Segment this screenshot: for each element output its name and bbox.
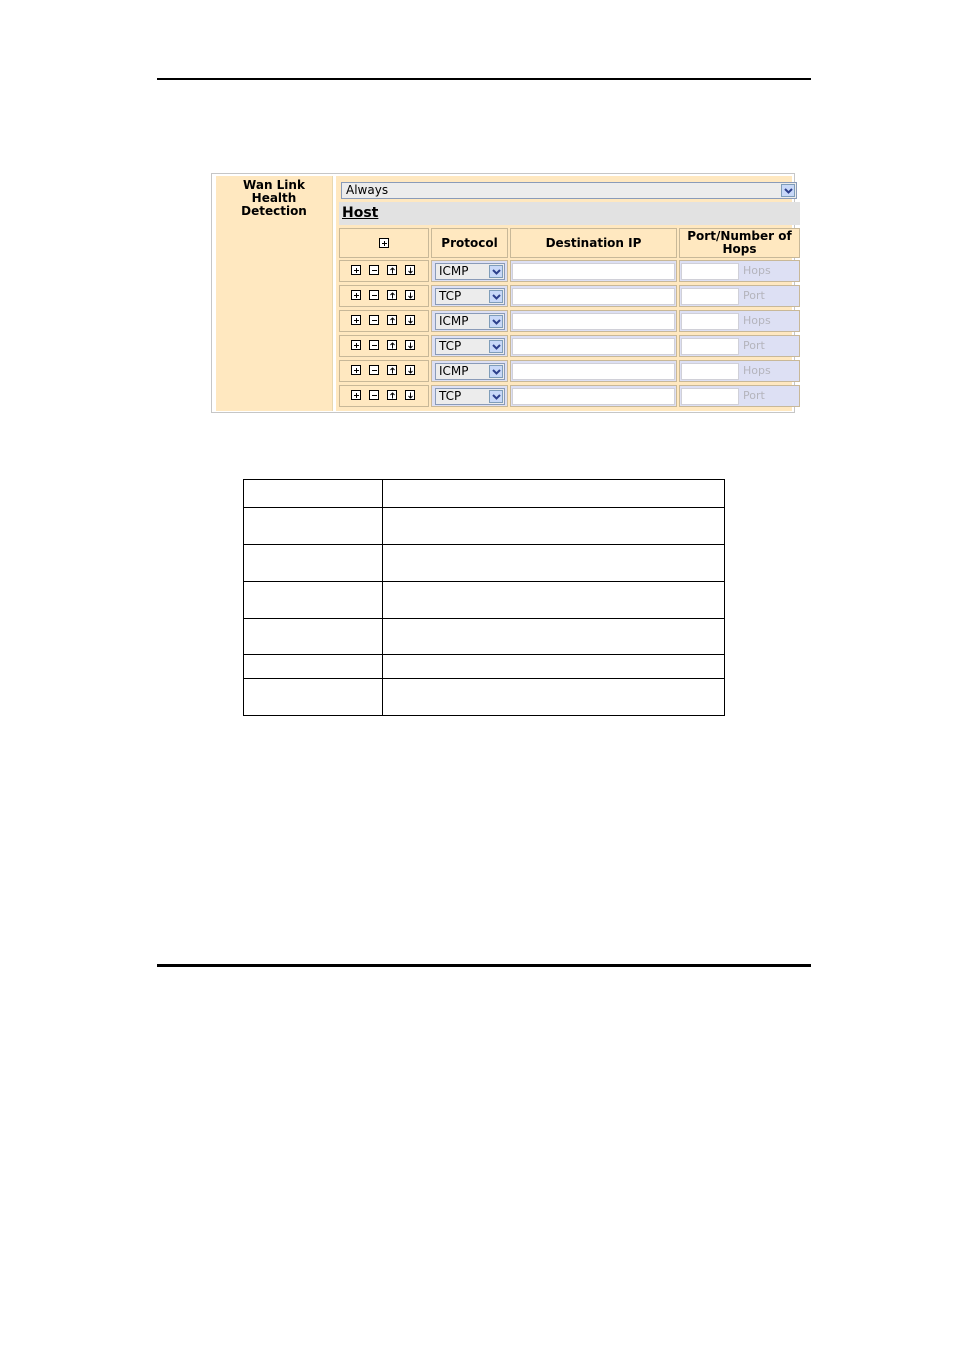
port-hops-input[interactable]	[681, 313, 739, 330]
top-rule	[157, 78, 811, 80]
add-icon[interactable]	[351, 290, 361, 300]
add-icon[interactable]	[351, 365, 361, 375]
row-protocol-cell	[431, 260, 508, 282]
bottom-rule	[157, 964, 811, 967]
protocol-value: ICMP	[439, 314, 469, 328]
port-hops-input[interactable]	[681, 388, 739, 405]
field-label-line: Health	[251, 191, 297, 205]
destination-ip-input[interactable]	[512, 313, 675, 330]
move-up-icon[interactable]	[387, 365, 397, 375]
remove-icon[interactable]	[369, 390, 379, 400]
table-row	[244, 480, 725, 508]
header-port-hops	[679, 228, 800, 258]
remove-icon[interactable]	[369, 365, 379, 375]
destination-ip-input[interactable]	[512, 288, 675, 305]
chevron-down-icon[interactable]	[489, 265, 503, 278]
port-hops-label: Hops	[743, 314, 771, 327]
remove-icon[interactable]	[369, 340, 379, 350]
row-destination-cell	[510, 335, 677, 357]
row-port-cell	[679, 335, 800, 357]
header-port-hops-line: Hops	[722, 242, 757, 256]
table-cell	[244, 480, 383, 508]
table-cell	[383, 480, 725, 508]
row-protocol-cell	[431, 335, 508, 357]
remove-icon[interactable]	[369, 265, 379, 275]
field-label	[216, 179, 332, 218]
port-hops-input[interactable]	[681, 263, 739, 280]
field-content-cell	[336, 176, 792, 411]
table-cell	[383, 679, 725, 716]
chevron-down-icon[interactable]	[489, 315, 503, 328]
move-down-icon[interactable]	[405, 365, 415, 375]
destination-ip-input[interactable]	[512, 338, 675, 355]
move-up-icon[interactable]	[387, 265, 397, 275]
remove-icon[interactable]	[369, 290, 379, 300]
move-up-icon[interactable]	[387, 340, 397, 350]
move-down-icon[interactable]	[405, 390, 415, 400]
detection-mode-select[interactable]	[341, 182, 797, 199]
row-actions	[339, 260, 429, 282]
add-icon[interactable]	[351, 315, 361, 325]
table-row	[244, 619, 725, 655]
port-hops-input[interactable]	[681, 338, 739, 355]
table-row	[244, 679, 725, 716]
row-destination-cell	[510, 360, 677, 382]
table-cell	[383, 545, 725, 582]
header-protocol: Protocol	[431, 228, 508, 258]
field-label-line: Detection	[241, 204, 307, 218]
table-cell	[244, 619, 383, 655]
protocol-value: TCP	[439, 389, 462, 403]
row-port-cell	[679, 260, 800, 282]
move-up-icon[interactable]	[387, 390, 397, 400]
row-actions	[339, 285, 429, 307]
chevron-down-icon[interactable]	[489, 340, 503, 353]
protocol-select[interactable]	[435, 388, 505, 405]
add-icon[interactable]	[351, 265, 361, 275]
row-actions	[339, 310, 429, 332]
header-destination-ip: Destination IP	[510, 228, 677, 258]
port-hops-label: Port	[743, 389, 765, 402]
port-hops-label: Port	[743, 289, 765, 302]
destination-ip-input[interactable]	[512, 363, 675, 380]
table-cell	[383, 655, 725, 679]
table-row	[244, 545, 725, 582]
header-port-hops-line: Port/Number of	[687, 229, 792, 243]
row-protocol-cell	[431, 310, 508, 332]
row-destination-cell	[510, 310, 677, 332]
protocol-select[interactable]	[435, 363, 505, 380]
table-row	[244, 582, 725, 619]
table-cell	[383, 582, 725, 619]
table-cell	[244, 679, 383, 716]
protocol-value: ICMP	[439, 364, 469, 378]
port-hops-label: Hops	[743, 364, 771, 377]
port-hops-label: Port	[743, 339, 765, 352]
protocol-select[interactable]	[435, 313, 505, 330]
move-down-icon[interactable]	[405, 265, 415, 275]
move-down-icon[interactable]	[405, 315, 415, 325]
host-section-header	[339, 202, 800, 225]
row-destination-cell	[510, 385, 677, 407]
port-hops-label: Hops	[743, 264, 771, 277]
chevron-down-icon[interactable]	[781, 184, 795, 197]
row-actions	[339, 385, 429, 407]
row-port-cell	[679, 310, 800, 332]
protocol-value: TCP	[439, 339, 462, 353]
wan-link-health-panel	[211, 173, 795, 413]
field-label-cell	[216, 176, 333, 411]
add-row-icon[interactable]	[379, 238, 389, 248]
row-destination-cell	[510, 260, 677, 282]
row-actions	[339, 360, 429, 382]
chevron-down-icon[interactable]	[489, 390, 503, 403]
table-cell	[244, 582, 383, 619]
table-cell	[383, 508, 725, 545]
port-hops-input[interactable]	[681, 288, 739, 305]
row-protocol-cell	[431, 360, 508, 382]
detection-mode-value: Always	[346, 183, 389, 197]
move-up-icon[interactable]	[387, 290, 397, 300]
host-title: Host	[342, 205, 379, 221]
chevron-down-icon[interactable]	[489, 290, 503, 303]
table-cell	[244, 508, 383, 545]
protocol-select[interactable]	[435, 263, 505, 280]
row-port-cell	[679, 285, 800, 307]
row-destination-cell	[510, 285, 677, 307]
remove-icon[interactable]	[369, 315, 379, 325]
table-cell	[244, 655, 383, 679]
protocol-select[interactable]	[435, 288, 505, 305]
protocol-value: ICMP	[439, 264, 469, 278]
port-hops-input[interactable]	[681, 363, 739, 380]
table-cell	[244, 545, 383, 582]
table-row	[244, 508, 725, 545]
destination-ip-input[interactable]	[512, 263, 675, 280]
field-label-line: Wan Link	[243, 178, 305, 192]
move-up-icon[interactable]	[387, 315, 397, 325]
row-port-cell	[679, 385, 800, 407]
add-icon[interactable]	[351, 390, 361, 400]
row-protocol-cell	[431, 385, 508, 407]
row-actions	[339, 335, 429, 357]
destination-ip-input[interactable]	[512, 388, 675, 405]
protocol-select[interactable]	[435, 338, 505, 355]
move-down-icon[interactable]	[405, 340, 415, 350]
chevron-down-icon[interactable]	[489, 365, 503, 378]
table-cell	[383, 619, 725, 655]
protocol-value: TCP	[439, 289, 462, 303]
row-protocol-cell	[431, 285, 508, 307]
add-icon[interactable]	[351, 340, 361, 350]
row-port-cell	[679, 360, 800, 382]
header-actions	[339, 228, 429, 258]
move-down-icon[interactable]	[405, 290, 415, 300]
table-row	[244, 655, 725, 679]
parameter-table	[243, 479, 725, 716]
